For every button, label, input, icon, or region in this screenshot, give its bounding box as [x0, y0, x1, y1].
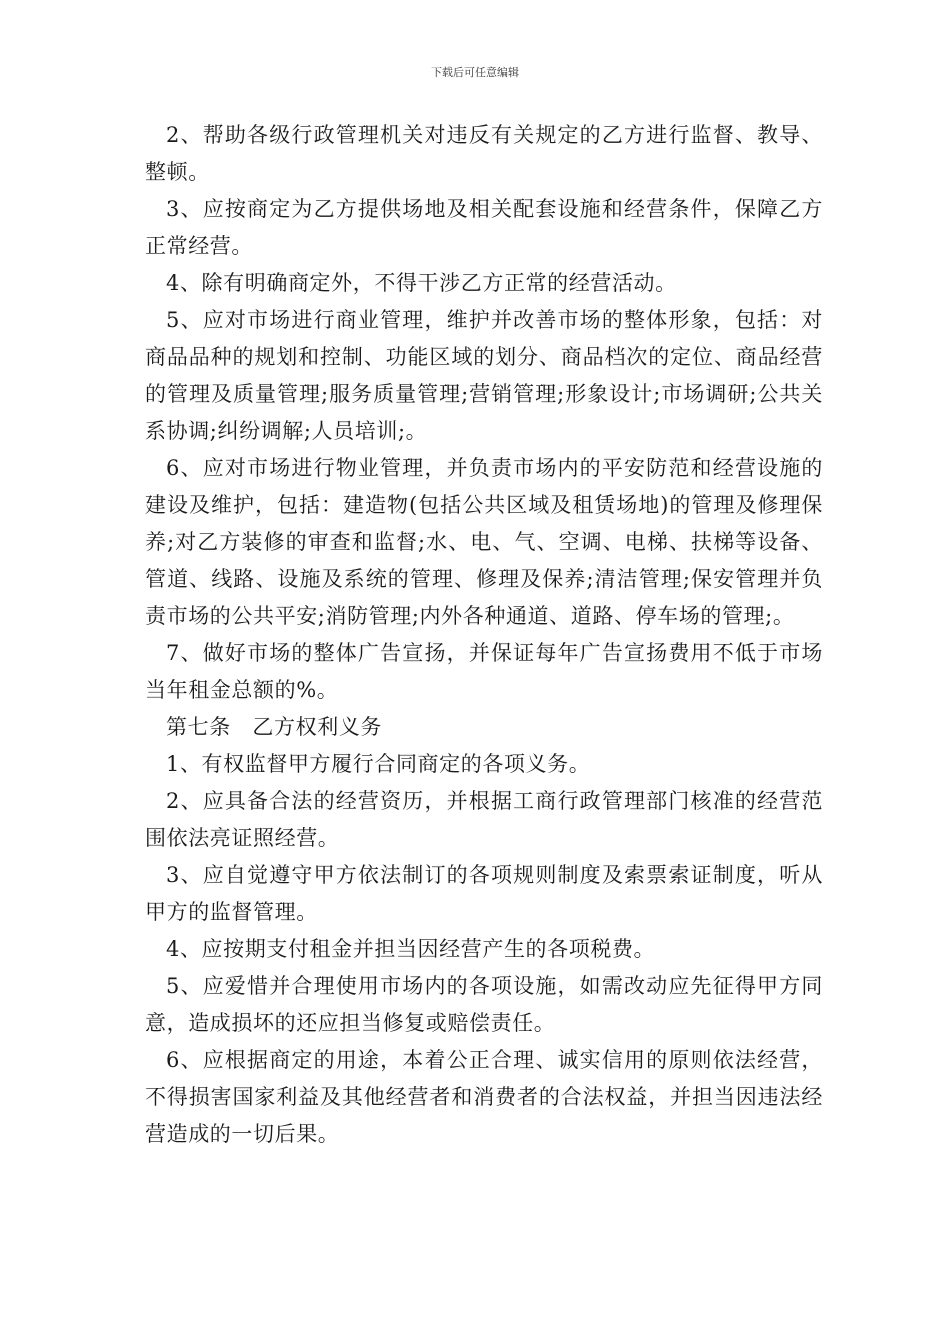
document-body — [145, 117, 823, 1153]
paragraph-party-b-3: 3、应自觉遵守甲方依法制订的各项规则制度及索票索证制度，听从甲方的监督管理。 — [145, 863, 823, 924]
page-header-note: 下载后可任意编辑 — [431, 66, 519, 79]
paragraph-party-b-5: 5、应爱惜并合理使用市场内的各项设施，如需改动应先征得甲方同意，造成损坏的还应担当修复或赔偿责任。 — [145, 974, 823, 1035]
paragraph-party-b-6: 6、应根据商定的用途，本着公正合理、诚实信用的原则依法经营，不得损害国家利益及其他经营者和消费者的合法权益，并担当因违法经营造成的一切后果。 — [145, 1048, 823, 1146]
paragraph-clause-2: 2、帮助各级行政管理机关对违反有关规定的乙方进行监督、教导、整顿。 — [145, 123, 823, 184]
paragraph-clause-3: 3、应按商定为乙方提供场地及相关配套设施和经营条件，保障乙方正常经营。 — [145, 197, 823, 258]
paragraph-clause-7: 7、做好市场的整体广告宣扬，并保证每年广告宣扬费用不低于市场当年租金总额的%。 — [145, 641, 823, 702]
paragraph-clause-4: 4、除有明确商定外，不得干涉乙方正常的经营活动。 — [166, 271, 677, 295]
paragraph-party-b-4: 4、应按期支付租金并担当因经营产生的各项税费。 — [166, 937, 656, 961]
paragraph-clause-6: 6、应对市场进行物业管理，并负责市场内的平安防范和经营设施的建设及维护，包括：建造物(包括公共区域及租赁场地)的管理及修理保养;对乙方装修的审查和监督;水、电、气、空调、电梯、扶梯等设备、管道、线路、设施及系统的管理、修理及保养;清洁管理;保安管理并负责市场的公共平安;消防管理;内外各种通道、道路、停车场的管理;。 — [145, 456, 823, 628]
article-seven-heading: 第七条 乙方权利义务 — [166, 715, 382, 739]
paragraph-party-b-1: 1、有权监督甲方履行合同商定的各项义务。 — [166, 752, 591, 776]
paragraph-clause-5: 5、应对市场进行商业管理，维护并改善市场的整体形象，包括：对商品品种的规划和控制、功能区域的划分、商品档次的定位、商品经营的管理及质量管理;服务质量管理;营销管理;形象设计;市场调研;公共关系协调;纠纷调解;人员培训;。 — [145, 308, 823, 443]
paragraph-party-b-2: 2、应具备合法的经营资历，并根据工商行政管理部门核准的经营范围依法亮证照经营。 — [145, 789, 823, 850]
